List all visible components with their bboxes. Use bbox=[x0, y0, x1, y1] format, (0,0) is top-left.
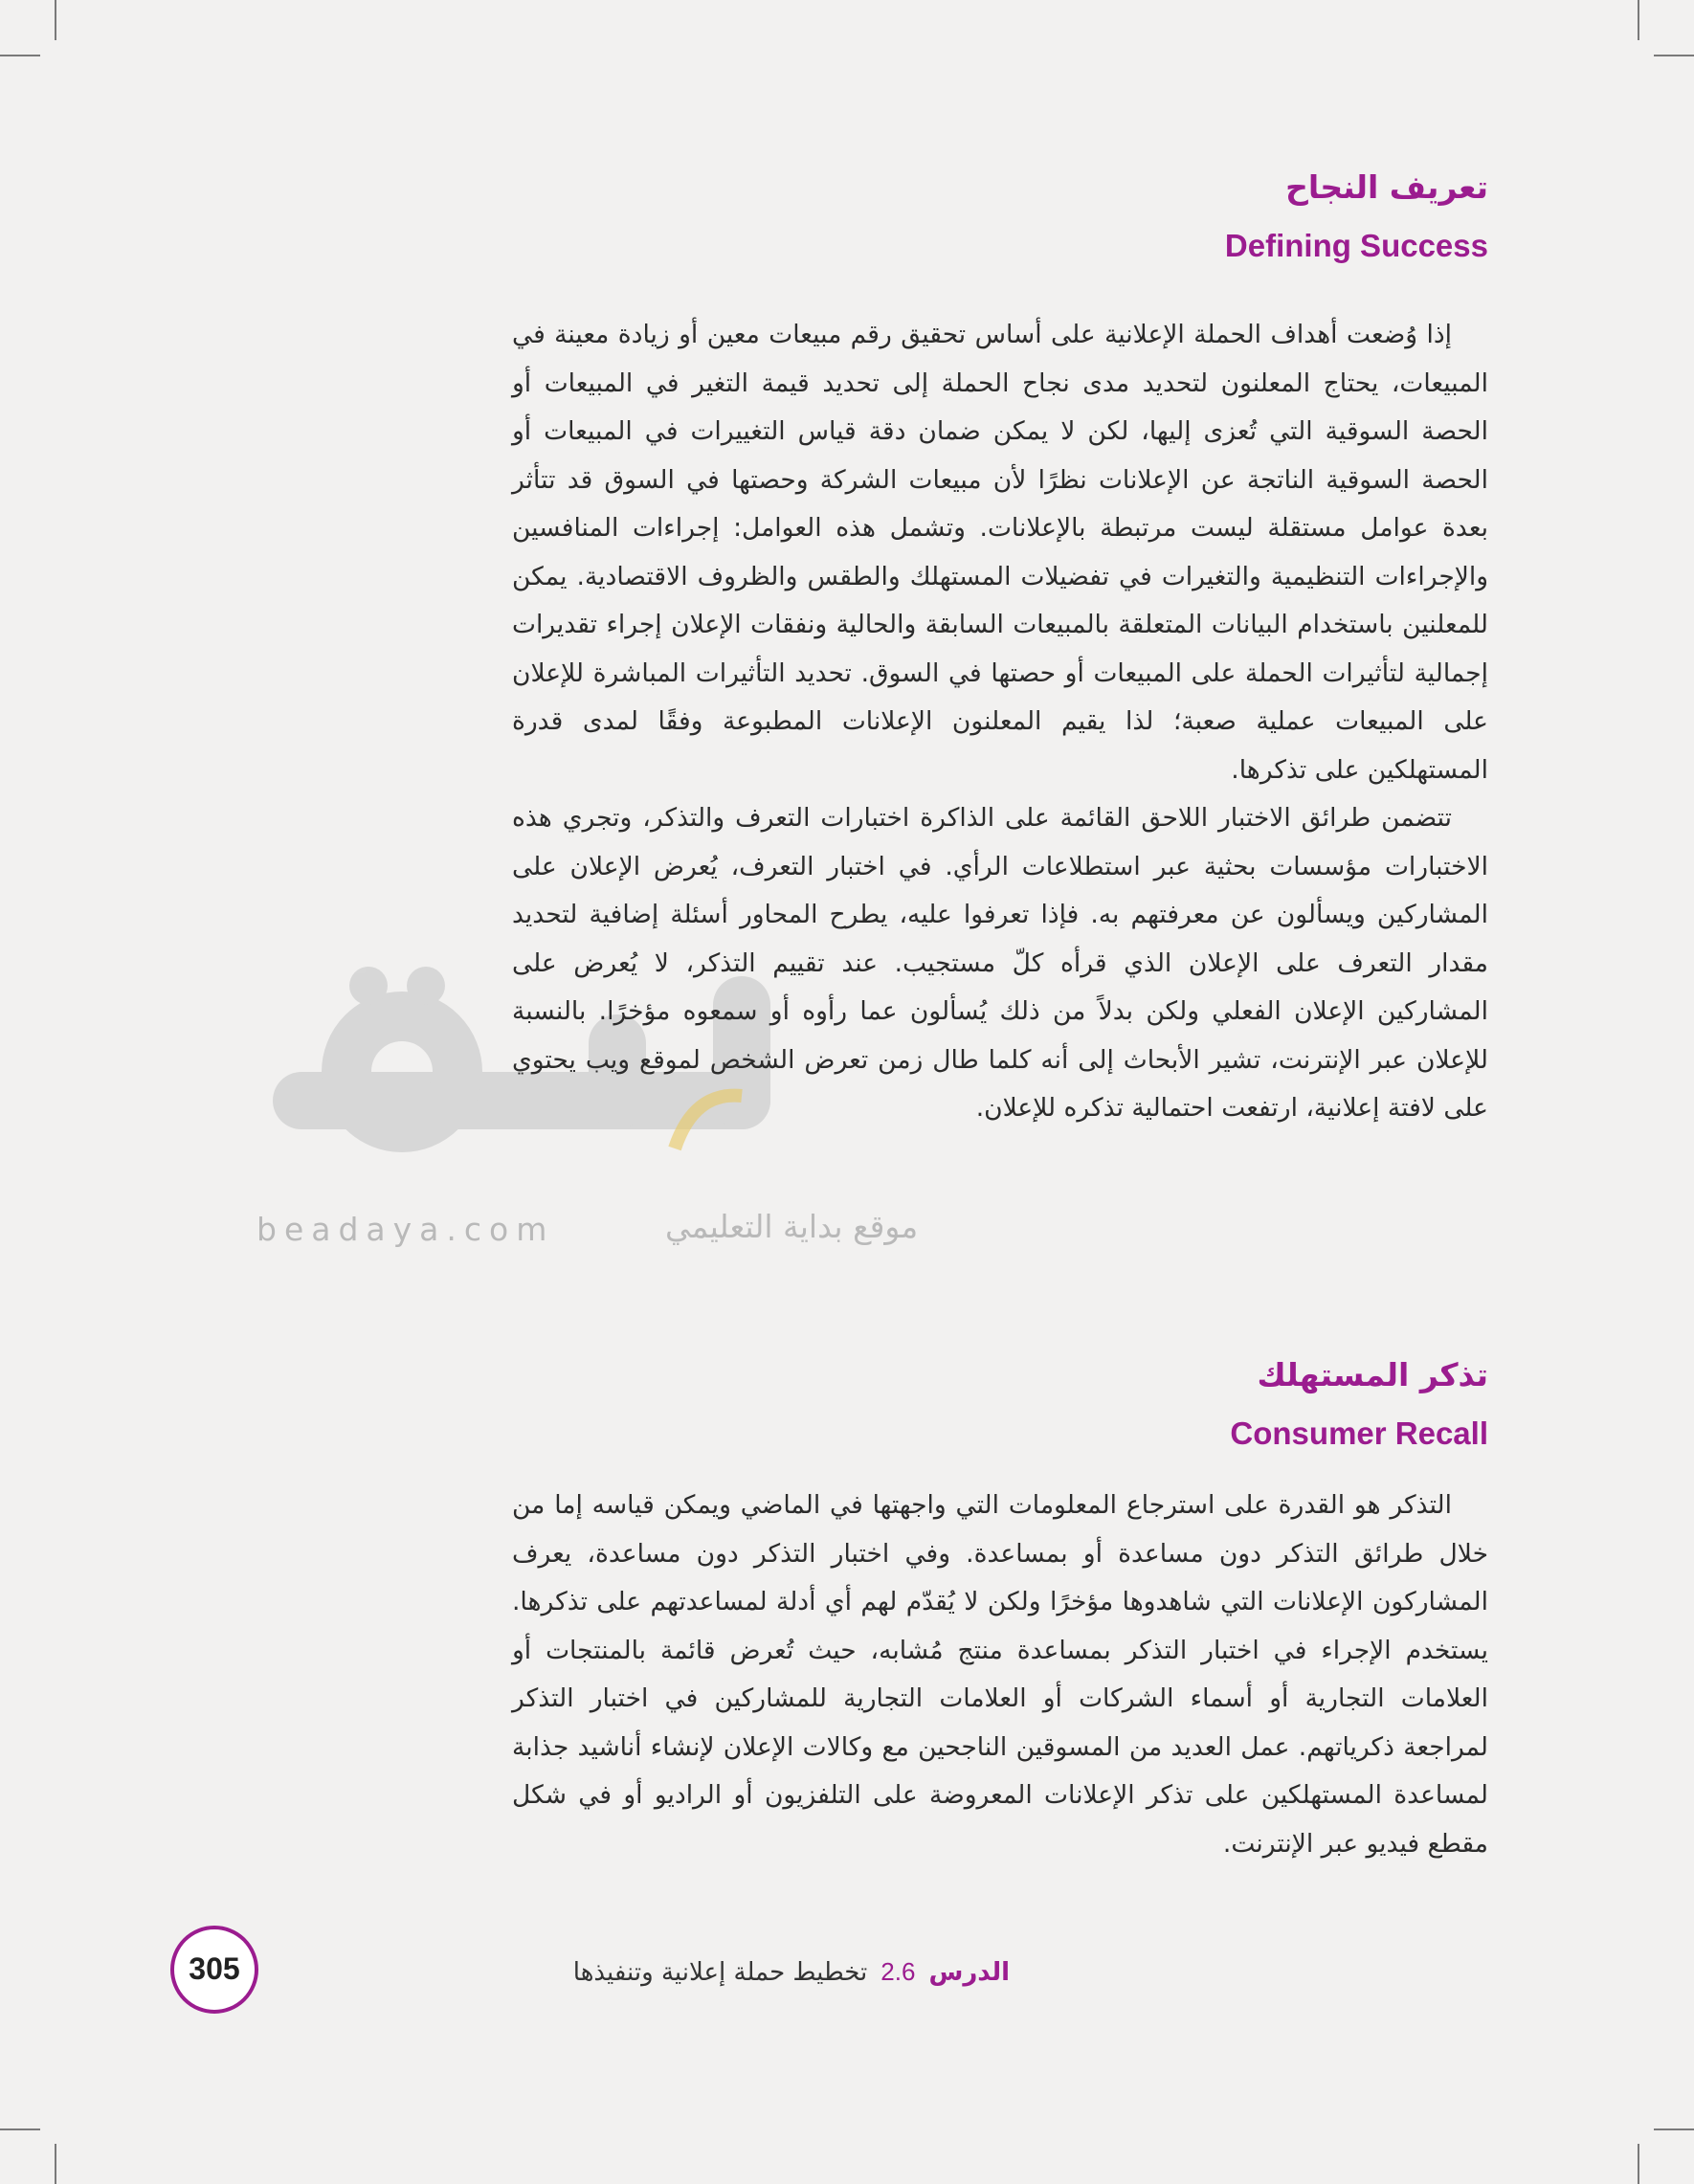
running-footer bbox=[573, 1957, 1010, 1987]
page-number: 305 bbox=[189, 1951, 240, 1986]
page-number-badge bbox=[170, 1926, 258, 2014]
lesson-label: الدرس bbox=[928, 1958, 1010, 1987]
watermark-site-ar: موقع بداية التعليمي bbox=[665, 1208, 919, 1245]
crop-mark-top-left-h bbox=[0, 55, 40, 56]
crop-mark-bottom-right-h bbox=[1654, 2128, 1694, 2130]
lesson-title: تخطيط حملة إعلانية وتنفيذها bbox=[572, 1958, 868, 1987]
paragraph: تتضمن طرائق الاختبار اللاحق القائمة على الذاكرة اختبارات التعرف والتذكر، وتجري هذه الاختبارات مؤسسات بحثية عبر استطلاعات الرأي. في اختبار التعرف، يُعرض الإعلان على المشاركين ويسألون عن معرفتهم به. فإذا تعرفوا عليه، يطرح المحاور أسئلة إضافية لتحديد مقدار التعرف على الإعلان الذي قرأه كلّ مستجيب. عند تقييم التذكر، لا يُعرض على المشاركين الإعلان الفعلي ولكن بدلاً من ذلك يُسألون عما رأوه أو سمعوه مؤخرًا. بالنسبة للإعلان عبر الإنترنت، تشير الأبحاث إلى أنه كلما طال زمن تعرض الشخص لموقع ويب يحتوي على لافتة إعلانية، ارتفعت احتمالية تذكره للإعلان. bbox=[512, 803, 1488, 1123]
crop-mark-top-left-v bbox=[55, 0, 56, 40]
crop-mark-top-right-v bbox=[1638, 0, 1639, 40]
crop-mark-top-right-h bbox=[1654, 55, 1694, 56]
paragraph: إذا وُضعت أهداف الحملة الإعلانية على أساس تحقيق رقم مبيعات معين أو زيادة معينة في المبيعات، يحتاج المعلنون لتحديد مدى نجاح الحملة إلى تحديد قيمة التغير في المبيعات أو الحصة السوقية التي تُعزى إليها، لكن لا يمكن ضمان دقة قياس التغييرات في المبيعات أو الحصة السوقية الناتجة عن الإعلانات نظرًا لأن مبيعات الشركة وحصتها في السوق قد تتأثر بعدة عوامل مستقلة ليست مرتبطة بالإعلانات. وتشمل هذه العوامل: إجراءات المنافسين والإجراءات التنظيمية والتغيرات في تفضيلات المستهلك والطقس والظروف الاقتصادية. يمكن للمعلنين باستخدام البيانات المتعلقة بالمبيعات السابقة والحالية ونفقات الإعلان إجراء تقديرات إجمالية لتأثيرات الحملة على المبيعات أو حصتها في السوق. تحديد التأثيرات المباشرة للإعلان على المبيعات عملية صعبة؛ لذا يقيم المعلنون الإعلانات المطبوعة وفقًا لمدى قدرة المستهلكين على تذكرها. bbox=[512, 320, 1488, 785]
section-title-ar: تعريف النجاح bbox=[1285, 168, 1488, 206]
paragraph: التذكر هو القدرة على استرجاع المعلومات التي واجهتها في الماضي ويمكن قياسه إما من خلال طرائق التذكر دون مساعدة أو بمساعدة. وفي اختبار التذكر دون مساعدة، يعرف المشاركون الإعلانات التي شاهدوها مؤخرًا ولكن لا يُقدّم لهم أي أدلة لمساعدتهم على تذكرها. يستخدم الإجراء في اختبار التذكر بمساعدة منتج مُشابه، حيث تُعرض قائمة بالمنتجات أو العلامات التجارية أو أسماء الشركات أو العلامات التجارية للمشاركين في اختبار التذكر لمراجعة ذكرياتهم. عمل العديد من المسوقين الناجحين مع وكالات الإعلان لإنشاء أناشيد جذابة لمساعدة المستهلكين على تذكر الإعلانات المعروضة على التلفزيون أو الراديو أو في شكل مقطع فيديو عبر الإنترنت. bbox=[512, 1490, 1488, 1859]
section-title-en: Consumer Recall bbox=[1230, 1415, 1488, 1451]
section2-body bbox=[512, 1482, 1488, 1868]
crop-mark-bottom-right-v bbox=[1638, 2144, 1639, 2184]
section-title-ar: تذكر المستهلك bbox=[1257, 1356, 1488, 1393]
watermark-site: beadaya.com bbox=[256, 1211, 555, 1248]
crop-mark-bottom-left-v bbox=[55, 2144, 56, 2184]
crop-mark-bottom-left-h bbox=[0, 2128, 40, 2130]
lesson-number: 2.6 bbox=[880, 1957, 916, 1986]
section1-body bbox=[512, 311, 1488, 1133]
section-title-en: Defining Success bbox=[1224, 228, 1488, 263]
